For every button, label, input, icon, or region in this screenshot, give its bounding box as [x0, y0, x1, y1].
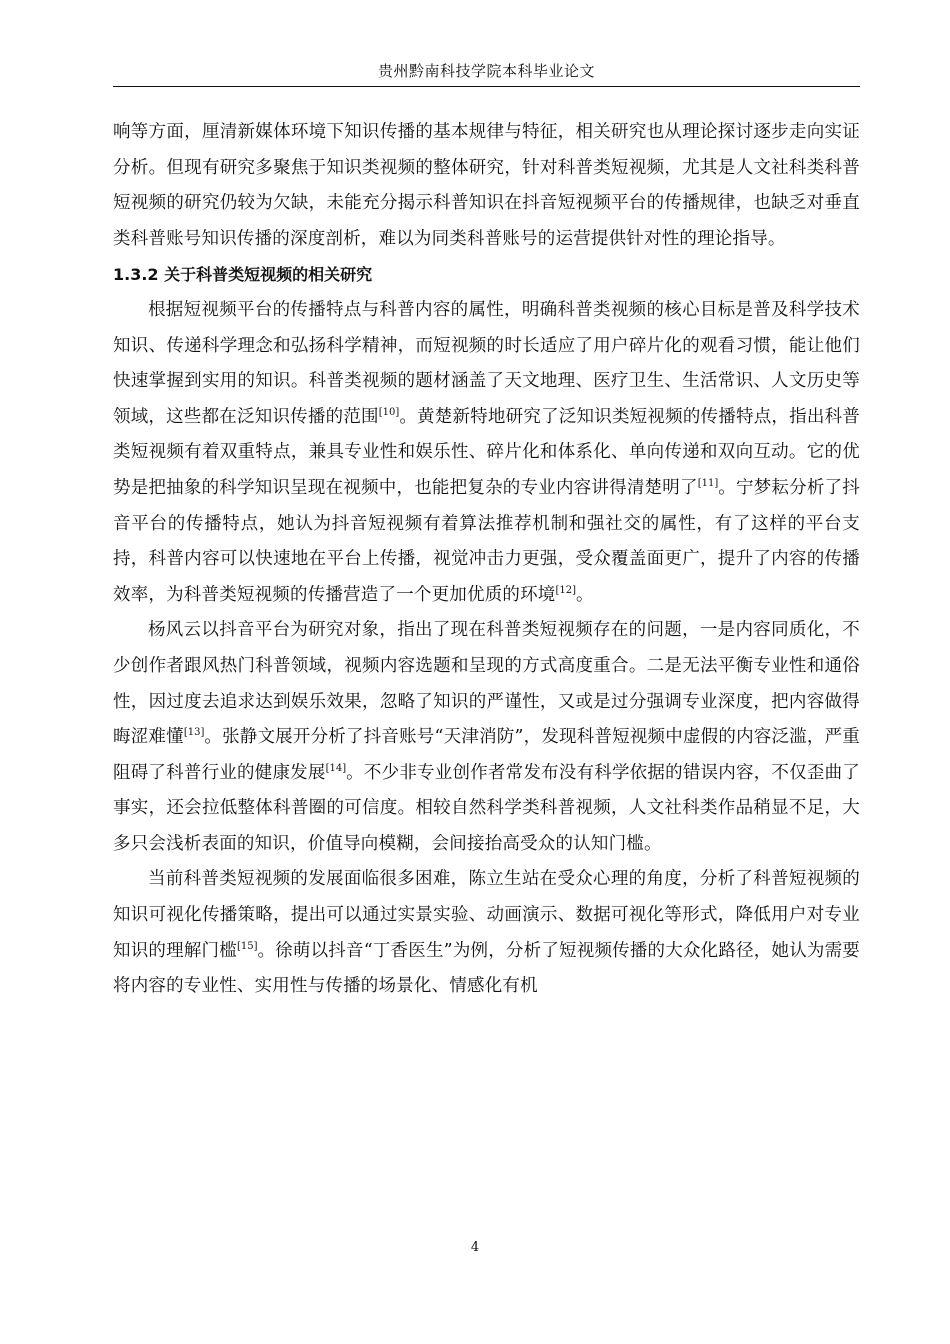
paragraph-2 — [113, 293, 860, 613]
citation-14: [14] — [325, 762, 347, 774]
body-text — [113, 115, 860, 1005]
paragraph-2-text-a: 根据短视频平台的传播特点与科普内容的属性，明确科普类视频的核心目标是普及科学技术知识、传递科学理念和弘扬科学精神，而短视频的时长适应了用户碎片化的观看习惯，能让他们快速掌握到实用的知识。科普类视频的题材涵盖了天文地理、医疗卫生、生活常识、人文历史等领域，这些都在泛知识传播的范围 — [113, 299, 860, 427]
paragraph-2-text-d: 。 — [576, 584, 594, 605]
paragraph-2-text-c: 。宁梦耘分析了抖音平台的传播特点，她认为抖音短视频有着算法推荐机制和强社交的属性，有了这样的平台支持，科普内容可以快速地在平台上传播，视觉冲击力更强，受众覆盖面更广，提升了内容的传播效率，为科普类短视频的传播营造了一个更加优质的环境 — [113, 477, 860, 605]
paragraph-4 — [113, 862, 860, 1004]
paragraph-3-text-c: 。不少非专业创作者常发布没有科学依据的错误内容，不仅歪曲了事实，还会拉低整体科普圈的可信度。相较自然科学类科普视频，人文社科类作品稍显不足，大多只会浅析表面的知识，价值导向模糊，会间接抬高受众的认知门槛。 — [113, 762, 860, 854]
citation-10: [10] — [378, 406, 400, 418]
citation-13: [13] — [183, 727, 205, 739]
page-number: 4 — [470, 1240, 480, 1255]
paragraph-4-text-b: 。徐萌以抖音“丁香医生”为例，分析了短视频传播的大众化路径，她认为需要将内容的专业性、实用性与传播的场景化、情感化有机 — [113, 940, 861, 997]
paragraph-3 — [113, 613, 860, 862]
paragraph-2-text-b: 。黄楚新特地研究了泛知识类短视频的传播特点，指出科普类短视频有着双重特点，兼具专业性和娱乐性、碎片化和体系化、单向传递和双向互动。它的优势是把抽象的科学知识呈现在视频中，也能把复杂的专业内容讲得清楚明了 — [113, 406, 860, 498]
citation-12: [12] — [555, 584, 577, 596]
paragraph-3-text-b: 。张静文展开分析了抖音账号“天津消防”，发现科普短视频中虚假的内容泛滥，严重阻碍了科普行业的健康发展 — [113, 727, 860, 783]
citation-11: [11] — [697, 478, 719, 490]
paragraph-3-text-a: 杨风云以抖音平台为研究对象，指出了现在科普类短视频存在的问题，一是内容同质化，不少创作者跟风热门科普领域，视频内容选题和呈现的方式高度重合。二是无法平衡专业性和通俗性，因过度去追求达到娱乐效果，忽略了知识的严谨性，又或是过分强调专业深度，把内容做得晦涩难懂 — [113, 620, 860, 748]
citation-15: [15] — [236, 940, 258, 952]
header-divider — [113, 86, 860, 87]
paragraph-4-text-a: 当前科普类短视频的发展面临很多困难，陈立生站在受众心理的角度，分析了科普短视频的知识可视化传播策略，提出可以通过实景实验、动画演示、数据可视化等形式，降低用户对专业知识的理解门槛 — [113, 869, 860, 961]
page-header-title: 贵州黔南科技学院本科毕业论文 — [377, 62, 595, 80]
section-heading: 1.3.2 关于科普类短视频的相关研究 — [113, 265, 373, 285]
paragraph-continuation: 响等方面，厘清新媒体环境下知识传播的基本规律与特征，相关研究也从理论探讨逐步走向实证分析。但现有研究多聚焦于知识类视频的整体研究，针对科普类短视频，尤其是人文社科类科普短视频的研究仍较为欠缺，未能充分揭示科普知识在抖音短视频平台的传播规律，也缺乏对垂直类科普账号知识传播的深度剖析，难以为同类科普账号的运营提供针对性的理论指导。 — [113, 122, 860, 249]
